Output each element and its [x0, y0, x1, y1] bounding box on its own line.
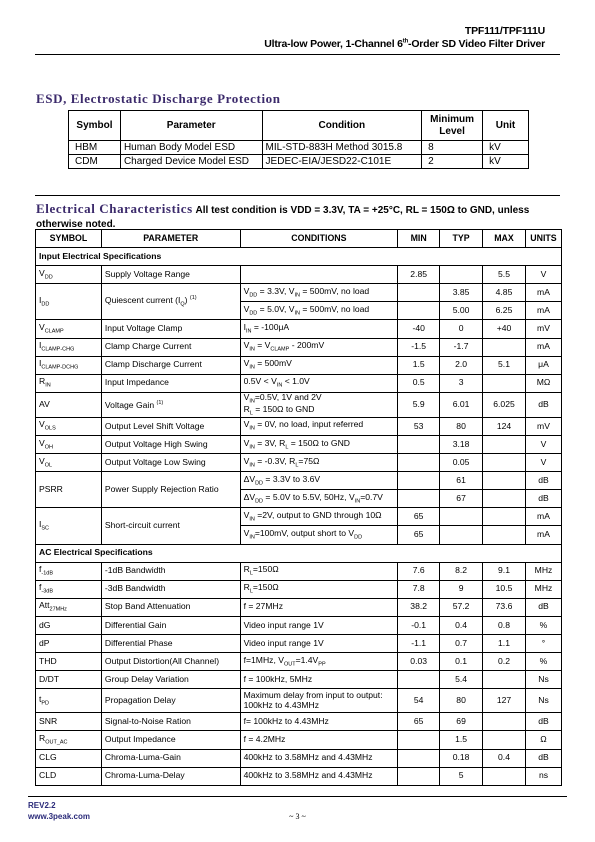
table-row	[36, 598, 562, 616]
table-row	[36, 749, 562, 767]
conditions-cell: $V_{DD} = 5.0V$, $V_{IN} = 500mV$, no load	[240, 302, 398, 320]
footer-rule	[28, 796, 567, 797]
table-row	[36, 417, 562, 435]
conditions-cell: $R_L=150\Omega$	[240, 580, 398, 598]
parameter-cell: Input Voltage Clamp	[101, 320, 240, 338]
parameter-cell: Chroma-Luma-Gain	[101, 749, 240, 767]
typ-cell	[440, 266, 483, 284]
conditions-cell: f = 27MHz	[240, 598, 398, 616]
parameter-cell: Clamp Charge Current	[101, 338, 240, 356]
min-cell	[398, 671, 440, 689]
table-row	[36, 689, 562, 713]
units-cell: %	[525, 653, 561, 671]
parameter-cell: Differential Phase	[101, 635, 240, 653]
conditions-cell: Video input range 1V	[240, 635, 398, 653]
table-row	[36, 338, 562, 356]
parameter-cell: Stop Band Attenuation	[101, 598, 240, 616]
parameter-cell: Quiescent current $(I_Q)$ $^{(1)}$	[101, 284, 240, 320]
conditions-cell: $\Delta V_{DD} = 3.3V$ to 3.6V	[240, 472, 398, 490]
electrical-characteristics-table	[35, 229, 562, 786]
max-cell	[483, 338, 526, 356]
symbol-cell: dP	[36, 635, 102, 653]
parameter-cell: Output Voltage Low Swing	[101, 454, 240, 472]
typ-cell: 0.7	[440, 635, 483, 653]
units-cell: mA	[525, 302, 561, 320]
conditions-cell: $V_{IN} = 500mV$	[240, 356, 398, 374]
symbol-cell: Att$_{27MHz}$	[36, 598, 102, 616]
symbol-cell: CLD	[36, 767, 102, 785]
ec-section-title: Electrical Characteristics	[36, 201, 193, 216]
typ-cell: 69	[440, 713, 483, 731]
parameter-cell: Clamp Discharge Current	[101, 356, 240, 374]
max-cell	[483, 472, 526, 490]
max-cell	[483, 526, 526, 544]
conditions-cell: $V_{IN}=0.5V$, 1V and 2V $R_L = 150\Omega$ to GND	[240, 392, 398, 417]
units-cell: Ns	[525, 689, 561, 713]
typ-cell: 1.5	[440, 731, 483, 749]
esd-cell: kV	[483, 155, 529, 169]
min-cell	[398, 472, 440, 490]
units-cell: Ω	[525, 731, 561, 749]
symbol-cell: $V_{OLS}$	[36, 417, 102, 435]
typ-cell: 57.2	[440, 598, 483, 616]
conditions-cell: $\Delta V_{DD} = 5.0V$ to 5.5V, 50Hz, $V_{IN}=0.7V$	[240, 490, 398, 508]
conditions-cell: $V_{IN}=100mV$, output short to $V_{DD}$	[240, 526, 398, 544]
conditions-cell: f= 100kHz to 4.43MHz	[240, 713, 398, 731]
ec-header-row	[36, 230, 562, 248]
esd-cell: MIL-STD-883H Method 3015.8	[262, 141, 422, 155]
max-cell: +40	[483, 320, 526, 338]
conditions-cell: $V_{IN} =2V$, output to GND through 10Ω	[240, 508, 398, 526]
esd-cell: kV	[483, 141, 529, 155]
units-cell: dB	[525, 713, 561, 731]
parameter-cell: Output Voltage High Swing	[101, 436, 240, 454]
symbol-cell: dG	[36, 616, 102, 634]
units-cell: dB	[525, 392, 561, 417]
esd-cell: 2	[422, 155, 483, 169]
units-cell: %	[525, 616, 561, 634]
symbol-cell: $I_{CLAMP-DCHG}$	[36, 356, 102, 374]
ec-col-conditions: CONDITIONS	[240, 230, 398, 248]
table-row	[36, 767, 562, 785]
min-cell: 7.8	[398, 580, 440, 598]
min-cell	[398, 767, 440, 785]
table-row	[36, 356, 562, 374]
ec-col-typ: TYP	[440, 230, 483, 248]
max-cell: 127	[483, 689, 526, 713]
units-cell: dB	[525, 472, 561, 490]
table-row	[36, 713, 562, 731]
units-cell: dB	[525, 490, 561, 508]
max-cell	[483, 374, 526, 392]
esd-col-condition: Condition	[262, 111, 422, 141]
conditions-cell: $I_{IN} = -100\mu A$	[240, 320, 398, 338]
min-cell: 0.5	[398, 374, 440, 392]
ec-col-symbol: SYMBOL	[36, 230, 102, 248]
min-cell	[398, 749, 440, 767]
conditions-cell: 400kHz to 3.58MHz and 4.43MHz	[240, 767, 398, 785]
table-row	[69, 141, 529, 155]
page-number: ~ 3 ~	[289, 812, 306, 821]
units-cell: μA	[525, 356, 561, 374]
ec-test-condition: All test condition is VDD = 3.3V, TA = +25°C, RL = 150Ω to GND, unless otherwise noted.	[36, 205, 530, 230]
parameter-cell: -1dB Bandwidth	[101, 562, 240, 580]
doc-subtitle: Ultra-low Power, 1-Channel 6th-Order SD Video Filter Driver	[264, 38, 545, 50]
ec-col-units: UNITS	[525, 230, 561, 248]
esd-col-minimum-level: Minimum Level	[422, 111, 483, 141]
typ-cell: 2.0	[440, 356, 483, 374]
section-row-ac	[36, 544, 562, 562]
units-cell: V	[525, 436, 561, 454]
symbol-cell: $R_{IN}$	[36, 374, 102, 392]
max-cell: 0.4	[483, 749, 526, 767]
symbol-cell: $I_{DD}$	[36, 284, 102, 320]
min-cell: 38.2	[398, 598, 440, 616]
section-rule	[35, 195, 560, 196]
max-cell: 124	[483, 417, 526, 435]
esd-col-symbol: Symbol	[69, 111, 121, 141]
table-row	[36, 392, 562, 417]
typ-cell: 3.18	[440, 436, 483, 454]
max-cell	[483, 731, 526, 749]
esd-cell: Human Body Model ESD	[120, 141, 262, 155]
parameter-cell: Supply Voltage Range	[101, 266, 240, 284]
esd-cell: HBM	[69, 141, 121, 155]
units-cell: mA	[525, 284, 561, 302]
conditions-cell: $V_{IN} = V_{CLAMP} - 200mV$	[240, 338, 398, 356]
typ-cell: 0.1	[440, 653, 483, 671]
min-cell	[398, 454, 440, 472]
typ-cell: 0.18	[440, 749, 483, 767]
symbol-cell: AV	[36, 392, 102, 417]
esd-cell: Charged Device Model ESD	[120, 155, 262, 169]
table-row	[36, 562, 562, 580]
esd-col-unit: Unit	[483, 111, 529, 141]
min-cell	[398, 284, 440, 302]
min-cell	[398, 436, 440, 454]
max-cell: 73.6	[483, 598, 526, 616]
typ-cell: 80	[440, 417, 483, 435]
symbol-cell: $R_{OUT\_AC}$	[36, 731, 102, 749]
website-link[interactable]: www.3peak.com	[28, 812, 90, 821]
section-row-input	[36, 248, 562, 266]
typ-cell: 9	[440, 580, 483, 598]
ec-col-max: MAX	[483, 230, 526, 248]
conditions-cell: Video input range 1V	[240, 616, 398, 634]
symbol-cell: $V_{CLAMP}$	[36, 320, 102, 338]
esd-col-parameter: Parameter	[120, 111, 262, 141]
min-cell	[398, 490, 440, 508]
units-cell: mV	[525, 417, 561, 435]
typ-cell: 5.00	[440, 302, 483, 320]
max-cell: 5.1	[483, 356, 526, 374]
max-cell: 1.1	[483, 635, 526, 653]
conditions-cell: Maximum delay from input to output: 100kHz to 4.43MHz	[240, 689, 398, 713]
min-cell	[398, 731, 440, 749]
table-row	[36, 731, 562, 749]
doc-part-number: TPF111/TPF111U	[464, 25, 545, 37]
units-cell: MHz	[525, 562, 561, 580]
parameter-cell: Signal-to-Noise Ration	[101, 713, 240, 731]
ec-section-heading	[36, 200, 566, 231]
table-row	[36, 320, 562, 338]
table-row	[36, 374, 562, 392]
table-row	[36, 616, 562, 634]
table-row	[36, 635, 562, 653]
table-row	[36, 508, 562, 526]
symbol-cell: THD	[36, 653, 102, 671]
conditions-cell: f=1MHz, $V_{OUT}=1.4V_{PP}$	[240, 653, 398, 671]
min-cell: 2.85	[398, 266, 440, 284]
max-cell	[483, 767, 526, 785]
symbol-cell: $V_{DD}$	[36, 266, 102, 284]
table-row	[36, 284, 562, 302]
parameter-cell: -3dB Bandwidth	[101, 580, 240, 598]
min-cell: 5.9	[398, 392, 440, 417]
typ-cell: 0.05	[440, 454, 483, 472]
units-cell: dB	[525, 598, 561, 616]
min-cell: 65	[398, 713, 440, 731]
typ-cell: 5.4	[440, 671, 483, 689]
symbol-cell: $I_{SC}$	[36, 508, 102, 544]
typ-cell: 67	[440, 490, 483, 508]
max-cell: 10.5	[483, 580, 526, 598]
parameter-cell: Voltage Gain $^{(1)}$	[101, 392, 240, 417]
units-cell: mA	[525, 508, 561, 526]
parameter-cell: Output Impedance	[101, 731, 240, 749]
parameter-cell: Output Level Shift Voltage	[101, 417, 240, 435]
max-cell: 6.25	[483, 302, 526, 320]
min-cell: 1.5	[398, 356, 440, 374]
conditions-cell: 400kHz to 3.58MHz and 4.43MHz	[240, 749, 398, 767]
conditions-cell: f = 100kHz, 5MHz	[240, 671, 398, 689]
min-cell: -1.5	[398, 338, 440, 356]
max-cell: 0.2	[483, 653, 526, 671]
units-cell: V	[525, 454, 561, 472]
parameter-cell: Differential Gain	[101, 616, 240, 634]
typ-cell	[440, 526, 483, 544]
min-cell: 7.6	[398, 562, 440, 580]
symbol-cell: $I_{CLAMP-CHG}$	[36, 338, 102, 356]
units-cell: mA	[525, 526, 561, 544]
revision-label: REV2.2	[28, 801, 56, 810]
typ-cell: 3	[440, 374, 483, 392]
max-cell: 6.025	[483, 392, 526, 417]
max-cell	[483, 454, 526, 472]
parameter-cell: Output Distortion(All Channel)	[101, 653, 240, 671]
parameter-cell: Short-circuit current	[101, 508, 240, 544]
min-cell: 65	[398, 508, 440, 526]
typ-cell: -1.7	[440, 338, 483, 356]
conditions-cell: $R_L=150\Omega$	[240, 562, 398, 580]
min-cell: 53	[398, 417, 440, 435]
max-cell	[483, 671, 526, 689]
typ-cell: 5	[440, 767, 483, 785]
max-cell	[483, 508, 526, 526]
min-cell: 65	[398, 526, 440, 544]
section-label: Input Electrical Specifications	[36, 248, 562, 266]
min-cell: -0.1	[398, 616, 440, 634]
symbol-cell: $f_{-1dB}$	[36, 562, 102, 580]
max-cell: 0.8	[483, 616, 526, 634]
symbol-cell: $f_{-3dB}$	[36, 580, 102, 598]
min-cell	[398, 302, 440, 320]
units-cell: °	[525, 635, 561, 653]
table-row	[36, 671, 562, 689]
table-row	[36, 580, 562, 598]
ec-col-parameter: PARAMETER	[101, 230, 240, 248]
conditions-cell	[240, 266, 398, 284]
symbol-cell: $V_{OL}$	[36, 454, 102, 472]
esd-cell: JEDEC-EIA/JESD22-C101E	[262, 155, 422, 169]
table-row	[36, 653, 562, 671]
esd-cell: 8	[422, 141, 483, 155]
esd-table	[68, 110, 529, 169]
conditions-cell: $V_{IN} = 3V$, $R_L = 150\Omega$ to GND	[240, 436, 398, 454]
typ-cell: 0.4	[440, 616, 483, 634]
header-rule	[35, 54, 560, 55]
parameter-cell: Power Supply Rejection Ratio	[101, 472, 240, 508]
table-row	[36, 454, 562, 472]
units-cell: MHz	[525, 580, 561, 598]
conditions-cell: f = 4.2MHz	[240, 731, 398, 749]
symbol-cell: CLG	[36, 749, 102, 767]
max-cell	[483, 490, 526, 508]
typ-cell: 6.01	[440, 392, 483, 417]
esd-cell: CDM	[69, 155, 121, 169]
conditions-cell: $V_{IN} = -0.3V$, $R_L=75\Omega$	[240, 454, 398, 472]
symbol-cell: $V_{OH}$	[36, 436, 102, 454]
max-cell	[483, 713, 526, 731]
typ-cell: 61	[440, 472, 483, 490]
units-cell: Ns	[525, 671, 561, 689]
esd-header-row	[69, 111, 529, 141]
units-cell: mA	[525, 338, 561, 356]
typ-cell: 0	[440, 320, 483, 338]
conditions-cell: $V_{IN} = 0V$, no load, input referred	[240, 417, 398, 435]
parameter-cell: Propagation Delay	[101, 689, 240, 713]
typ-cell: 8.2	[440, 562, 483, 580]
section-label: AC Electrical Specifications	[36, 544, 562, 562]
max-cell: 5.5	[483, 266, 526, 284]
symbol-cell: $t_{PD}$	[36, 689, 102, 713]
max-cell: 9.1	[483, 562, 526, 580]
parameter-cell: Chroma-Luma-Delay	[101, 767, 240, 785]
conditions-cell: $V_{DD} = 3.3V$, $V_{IN} = 500mV$, no load	[240, 284, 398, 302]
min-cell: 0.03	[398, 653, 440, 671]
max-cell	[483, 436, 526, 454]
units-cell: V	[525, 266, 561, 284]
table-row	[36, 472, 562, 490]
min-cell: -1.1	[398, 635, 440, 653]
table-row	[36, 266, 562, 284]
parameter-cell: Input Impedance	[101, 374, 240, 392]
units-cell: mV	[525, 320, 561, 338]
table-row	[69, 155, 529, 169]
esd-section-title: ESD, Electrostatic Discharge Protection	[36, 91, 281, 106]
parameter-cell: Group Delay Variation	[101, 671, 240, 689]
conditions-cell: $0.5V < V_{IN} < 1.0V$	[240, 374, 398, 392]
min-cell: -40	[398, 320, 440, 338]
units-cell: ns	[525, 767, 561, 785]
min-cell: 54	[398, 689, 440, 713]
typ-cell	[440, 508, 483, 526]
units-cell: dB	[525, 749, 561, 767]
symbol-cell: D/DT	[36, 671, 102, 689]
symbol-cell: SNR	[36, 713, 102, 731]
ec-col-min: MIN	[398, 230, 440, 248]
units-cell: MΩ	[525, 374, 561, 392]
typ-cell: 80	[440, 689, 483, 713]
symbol-cell: PSRR	[36, 472, 102, 508]
max-cell: 4.85	[483, 284, 526, 302]
typ-cell: 3.85	[440, 284, 483, 302]
table-row	[36, 436, 562, 454]
